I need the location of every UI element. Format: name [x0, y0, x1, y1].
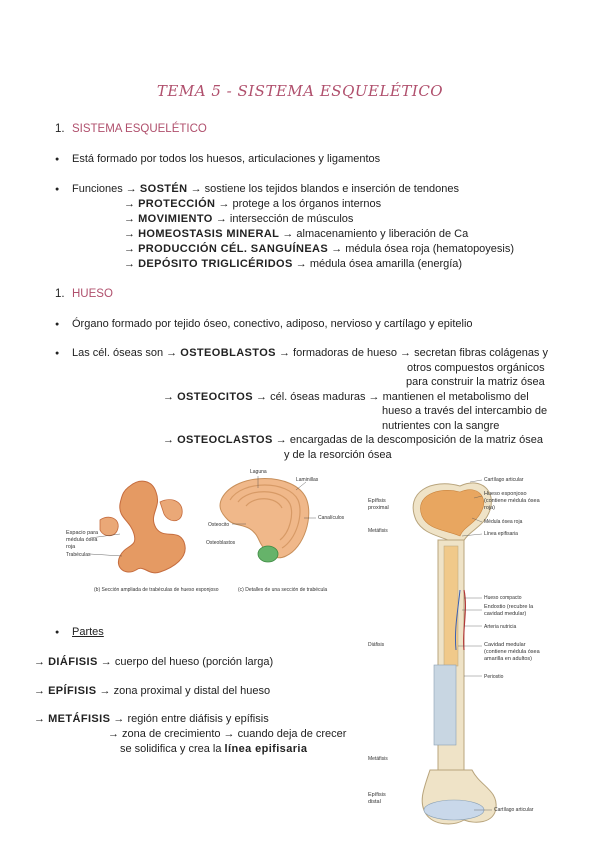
metafisis-line-2: → zona de crecimiento → cuando deja de crecer: [108, 728, 347, 740]
functions-line-4: [124, 228, 468, 240]
epifisis-line: → EPÍFISIS → zona proximal y distal del hueso: [34, 685, 271, 697]
arrow: →: [124, 243, 139, 255]
bullet-organ: ● Órgano formado por tejido óseo, conectivo, adiposo, nervioso y cartílago y epitelio: [72, 318, 473, 330]
caption-left: (b) Sección ampliada de trabéculas de hueso esponjoso: [94, 587, 219, 593]
label-metafisis-proximal: Metáfisis: [368, 528, 388, 534]
label-cavidad-medular: Cavidad medular (contiene médula ósea amarilla en adultos): [484, 642, 540, 662]
cells-lead: Las cél. óseas son →: [72, 347, 181, 359]
function-key-sosten: SOSTÉN: [139, 183, 188, 195]
osteoclastos-key: OSTEOCLASTOS: [177, 434, 273, 446]
function-desc-sosten: → sostiene los tejidos blandos e inserción de tendones: [187, 183, 460, 195]
functions-lead: Funciones →: [72, 183, 140, 195]
caption-right: (c) Detalles de una sección de trabécula: [238, 587, 328, 593]
cells-line-osteoblastos: [72, 347, 548, 359]
functions-line-6: [124, 258, 462, 270]
osteoblastos-line-2: otros compuestos orgánicos: [407, 362, 545, 374]
arrow: →: [163, 391, 178, 403]
function-desc-proteccion: → protege a los órganos internos: [215, 198, 382, 210]
label-diafisis: Diáfisis: [368, 642, 385, 648]
function-key-proteccion: PROTECCIÓN: [138, 198, 216, 210]
label-medula-roja: Médula ósea roja: [484, 519, 523, 525]
function-desc-homeostasis: → almacenamiento y liberación de Ca: [279, 228, 469, 240]
arrow: →: [124, 258, 139, 270]
osteoblastos-desc: → formadoras de hueso → secretan fibras colágenas y: [275, 347, 548, 359]
osteoblastos-key: OSTEOBLASTOS: [180, 347, 276, 359]
label-hueso-esponjoso: Hueso esponjoso (contiene médula ósea roja): [484, 491, 540, 511]
long-bone-figure: [364, 470, 564, 848]
linea-epifisaria: línea epifisaria: [224, 743, 308, 755]
label-epifisis-distal: Epífisis distal: [368, 792, 386, 805]
label-metafisis-distal: Metáfisis: [368, 756, 388, 762]
label-linea-epifisaria: Línea epifisaria: [484, 531, 518, 537]
arrow: →: [124, 198, 139, 210]
osteoclastos-line-2: y de la resorción ósea: [284, 449, 392, 461]
functions-line-3: [124, 213, 353, 225]
label-cartilago-articular-bottom: Cartílago articular: [494, 807, 534, 813]
diafisis-line: → DIÁFISIS → cuerpo del hueso (porción larga): [34, 656, 274, 668]
label-endostio: Endostio (recubre la cavidad medular): [484, 604, 534, 617]
cells-line-osteoclastos: [163, 434, 543, 446]
function-desc-movimiento: → intersección de músculos: [212, 213, 354, 225]
functions-line-2: [124, 198, 381, 210]
page-title: TEMA 5 - SISTEMA ESQUELÉTICO: [156, 82, 444, 100]
arrow: →: [124, 213, 139, 225]
osteocitos-line-2: hueso a través del intercambio de: [382, 405, 548, 417]
metafisis-key: METÁFISIS: [48, 713, 111, 725]
metafisis-line: → METÁFISIS → región entre diáfisis y epífisis: [34, 713, 269, 725]
metafisis-line-3: [120, 743, 307, 755]
label-canaliculos: Canalículos: [318, 515, 345, 521]
label-espacio-medula: Espacio para médula ósea roja: [66, 530, 99, 550]
function-desc-produccion: → médula ósea roja (hematopoyesis): [328, 243, 515, 255]
label-arteria-nutricia: Arteria nutricia: [484, 624, 517, 630]
diafisis-desc: → cuerpo del hueso (porción larga): [97, 656, 274, 668]
label-laguna: Laguna: [250, 469, 267, 475]
section-2-heading: HUESO: [72, 288, 113, 300]
arrow: →: [163, 434, 178, 446]
metafisis-desc: → región entre diáfisis y epífisis: [110, 713, 269, 725]
label-laminillas: Laminillas: [296, 477, 319, 483]
function-key-homeostasis: HOMEOSTASIS MINERAL: [138, 228, 280, 240]
metafisis-line-3-text: se solidifica y crea la: [120, 743, 225, 755]
function-key-deposito: DEPÓSITO TRIGLICÉRIDOS: [138, 258, 293, 270]
label-osteocito: Osteocito: [208, 522, 230, 528]
section-1-heading: SISTEMA ESQUELÉTICO: [72, 123, 207, 135]
arrow: →: [124, 228, 139, 240]
label-epifisis-proximal: Epífisis proximal: [368, 498, 389, 511]
epifisis-desc: → zona proximal y distal del hueso: [96, 685, 271, 697]
function-desc-deposito: → médula ósea amarilla (energía): [292, 258, 463, 270]
trabecular-bone-figure: [60, 468, 360, 596]
bullet-partes: ● Partes: [72, 626, 104, 638]
bullet-formed-by: ● Está formado por todos los huesos, articulaciones y ligamentos: [72, 153, 380, 165]
label-cartilago-articular-top: Cartílago articular: [484, 477, 524, 483]
label-osteoblastos: Osteoblastos: [206, 540, 236, 546]
function-key-movimiento: MOVIMIENTO: [138, 213, 213, 225]
section-2-number: 1.: [55, 288, 65, 300]
functions-line-1: [72, 183, 459, 195]
osteoblastos-line-3: para construir la matriz ósea: [406, 376, 545, 388]
osteocitos-key: OSTEOCITOS: [177, 391, 253, 403]
osteoclastos-desc: → encargadas de la descomposición de la matriz ósea: [272, 434, 543, 446]
diafisis-key: DIÁFISIS: [48, 656, 98, 668]
epifisis-key: EPÍFISIS: [48, 685, 97, 697]
cells-line-osteocitos: [163, 391, 529, 403]
functions-line-5: [124, 243, 514, 255]
label-periostio: Periostio: [484, 674, 504, 680]
function-key-produccion: PRODUCCIÓN CÉL. SANGUÍNEAS: [138, 243, 329, 255]
section-1-number: 1.: [55, 123, 65, 135]
osteocitos-line-3: nutrientes con la sangre: [382, 420, 500, 432]
label-hueso-compacto: Hueso compacto: [484, 595, 522, 601]
osteocitos-desc: → cél. óseas maduras → mantienen el metabolismo del: [252, 391, 529, 403]
label-trabeculas: Trabéculas: [66, 552, 91, 558]
